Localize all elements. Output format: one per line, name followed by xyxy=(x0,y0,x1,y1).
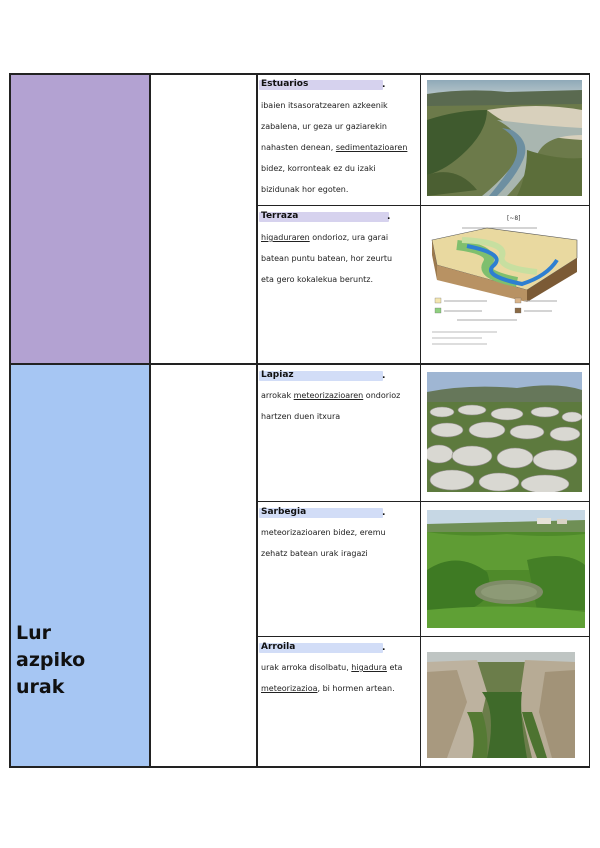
divider xyxy=(589,73,590,768)
estuary-aerial-photo xyxy=(427,80,582,196)
term-dot: . xyxy=(382,80,386,90)
lapiaz-photo xyxy=(427,372,582,492)
divider xyxy=(9,363,590,365)
term-description: urak arroka disolbatu, higadura eta meteorizazioa, bi hormen artean. xyxy=(261,663,403,693)
divider xyxy=(257,501,589,502)
group-label-lur-azpiko-urak: Lur azpiko urak xyxy=(16,622,92,698)
group-cell-1 xyxy=(11,75,149,363)
term-lapiaz: Lapiaz xyxy=(261,370,294,380)
term-dot: . xyxy=(382,508,386,518)
group-cell-2 xyxy=(11,365,149,766)
term-estuarios: Estuarios xyxy=(261,79,309,89)
term-description: meteorizazioaren bidez, eremu zehatz batean urak iragazi xyxy=(261,528,386,558)
divider xyxy=(257,205,589,206)
term-description: higaduraren ondorioz, ura garai batean puntu batean, hor zeurtu eta gero kokalekua beruntz. xyxy=(261,233,393,284)
term-dot: . xyxy=(382,371,386,381)
term-dot: . xyxy=(387,212,391,222)
canyon-photo xyxy=(427,652,575,758)
divider xyxy=(257,636,589,637)
divider xyxy=(420,73,421,768)
term-arroila: Arroila xyxy=(261,642,296,652)
svg-text:[~8]: [~8] xyxy=(507,215,521,222)
term-dot: . xyxy=(382,643,386,653)
term-description: arrokak meteorizazioaren ondorioz hartzen duen itxura xyxy=(261,391,401,421)
term-sarbegia: Sarbegia xyxy=(261,507,307,517)
terrace-diagram xyxy=(427,210,582,358)
sinkhole-photo xyxy=(427,510,585,628)
divider xyxy=(149,73,151,768)
term-description: ibaien itsasoratzearen azkeenik zabalena, ur geza ur gaziarekin nahasten denean, sedimentazioaren bidez, korronteak ez du izaki bizidunak hor egoten. xyxy=(261,101,408,194)
divider xyxy=(256,73,258,768)
term-terraza: Terraza xyxy=(261,211,299,221)
